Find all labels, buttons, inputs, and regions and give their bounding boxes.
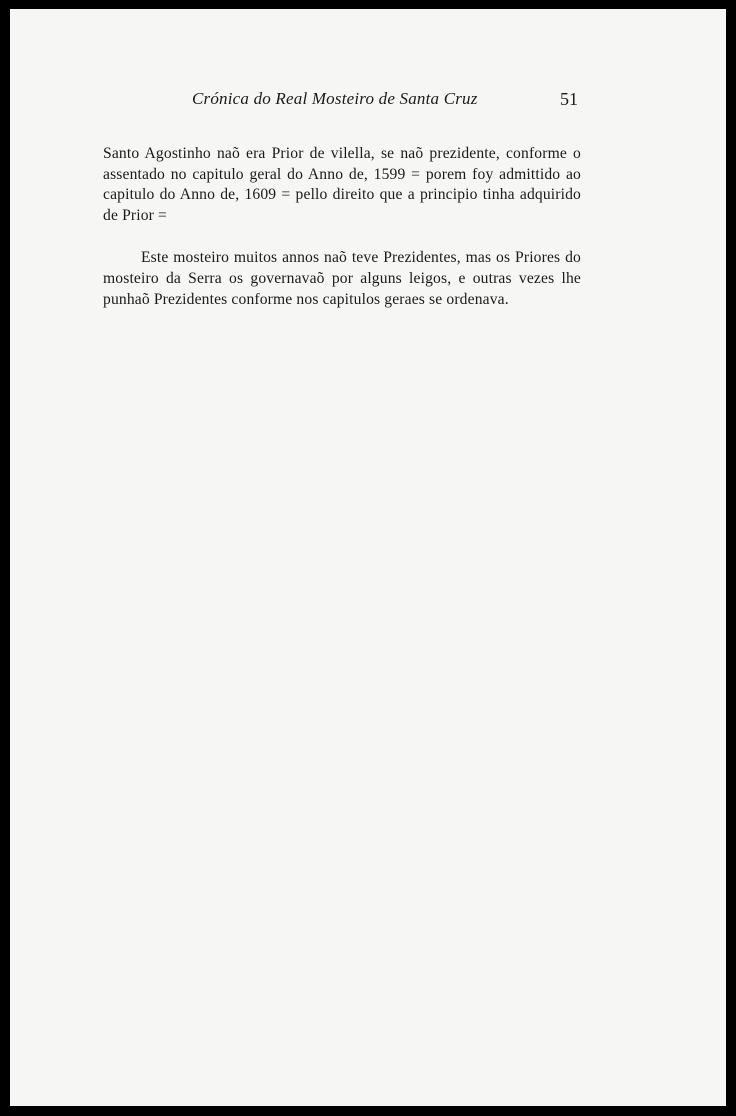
running-title: Crónica do Real Mosteiro de Santa Cruz — [192, 89, 478, 108]
page-number: 51 — [560, 89, 578, 109]
paragraph: Santo Agostinho naõ era Prior de vilella, se naõ prezidente, conforme o assentado no capitulo geral do Anno de, 1599 = porem foy admittido ao capitulo do Anno de, 1609 = pello direito que a principio tinha adquirido de Prior = — [103, 145, 581, 224]
paragraph: Este mosteiro muitos annos naõ teve Prezidentes, mas os Priores do mosteiro da Serra os governavaõ por alguns leigos, e outras vezes lhe punhaõ Prezidentes conforme nos capitulos geraes se ordenava. — [103, 249, 581, 308]
page-header — [104, 89, 584, 113]
body-text — [103, 144, 581, 310]
document-page — [10, 9, 726, 1106]
